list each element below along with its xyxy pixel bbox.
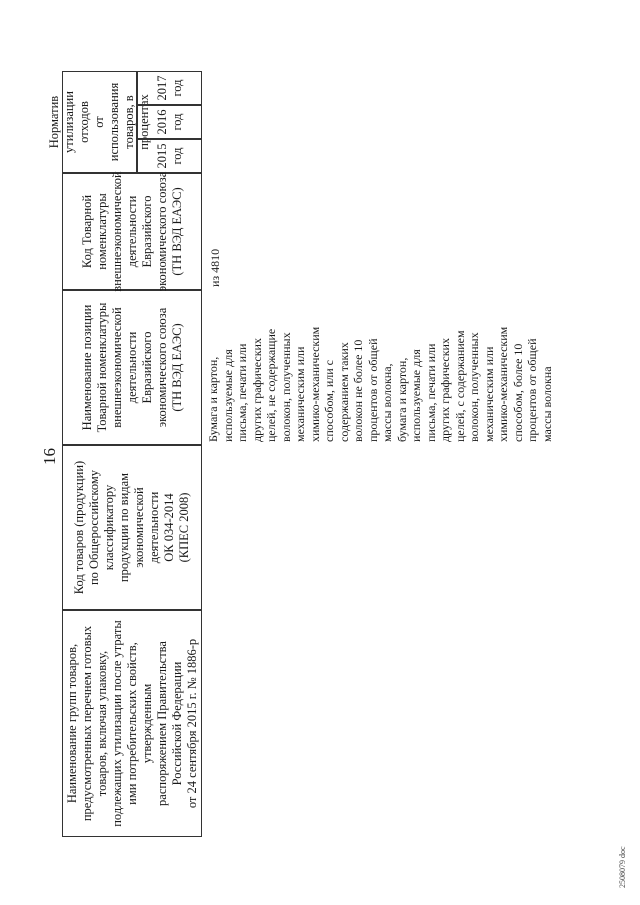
- header-group-name: Наименование групп товаров, предусмотренных перечнем готовых товаров, включая упаковку, подлежащих утилизации после утраты ими потребительских свойств, утвержденным распоряжением Правительства Российской Федерации от 24 сентября 2015 г. № 1886-р: [62, 610, 202, 837]
- header-year-2016: 2016 год: [137, 105, 202, 139]
- header-tnved-code: Код Товарной номенклатуры внешнеэкономической деятельности Евразийского экономического союза (ТН ВЭД ЕАЭС): [62, 173, 202, 290]
- header-year-2017: 2017 год: [137, 71, 202, 105]
- row-tnved-code: из 4810: [208, 248, 222, 287]
- header-norm: Норматив утилизации отходов от использования товаров, в процентах: [62, 71, 137, 173]
- header-year-2015: 2015 год: [137, 139, 202, 173]
- page-number: 16: [40, 448, 59, 465]
- document-reference: 2508079 doc: [618, 846, 627, 888]
- row-tnved-name: Бумага и картон, используемые для письма, печати или других графических целей, не содержащие волокон, полученных механическим или химико-механическим способом, или с содержанием таких волокон не более 10 процентов от общей массы волокна, бумага и картон, используемые для письма, печати или других графических целей, с содержанием волокон, полученных механическим или химико-механическим способом, более 10 процентов от общей массы волокна: [206, 326, 554, 442]
- header-okpd-code: Код товаров (продукции) по Общероссийскому классификатору продукции по видам экономической деятельности ОК 034-2014 (КПЕС 2008): [62, 445, 202, 610]
- header-tnved-name: Наименование позиции Товарной номенклатуры внешнеэкономической деятельности Евразийского экономического союза (ТН ВЭД ЕАЭС): [62, 290, 202, 445]
